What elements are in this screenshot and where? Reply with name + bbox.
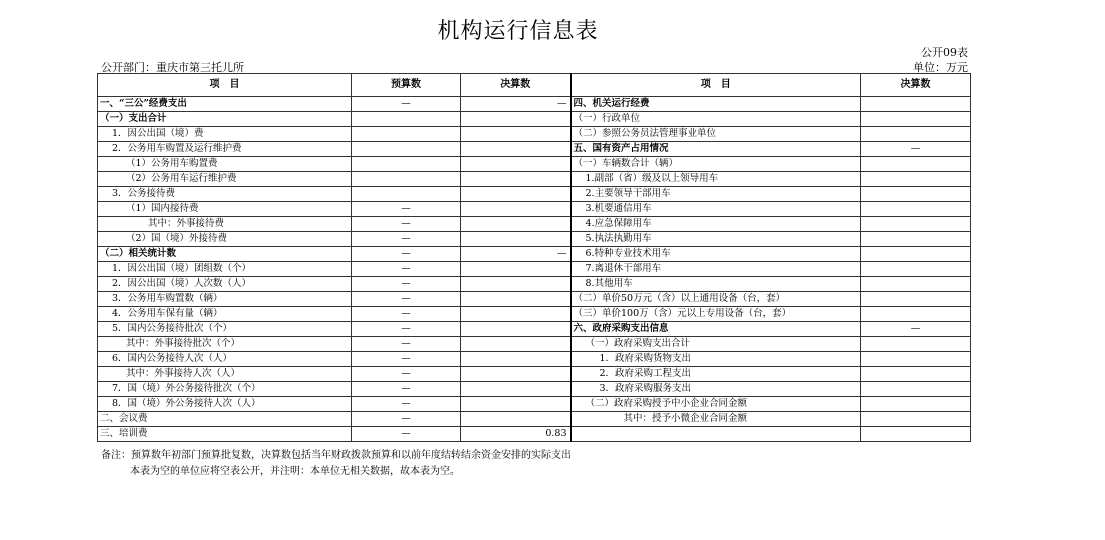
info-table [97,73,971,442]
row-right-item: （一）行政单位 [571,112,861,127]
table-row [98,322,971,337]
row-right-final [861,202,971,217]
row-right-final [861,277,971,292]
table-row [98,172,971,187]
row-left-item: （2）公务用车运行维护费 [98,172,352,187]
row-left-item: 1．因公出国（境）费 [98,127,352,142]
header-final-right: 决算数 [861,74,971,97]
row-right-item: （一）政府采购支出合计 [571,337,861,352]
row-right-item: （三）单价100万（含）元以上专用设备（台，套） [571,307,861,322]
row-final [461,382,571,397]
table-row [98,127,971,142]
row-right-item: 2．政府采购工程支出 [571,367,861,382]
table-row [98,112,971,127]
row-right-item: 8.其他用车 [571,277,861,292]
row-final [461,277,571,292]
row-final [461,307,571,322]
row-budget: — [352,307,461,322]
row-budget: — [352,352,461,367]
row-right-item: （二）政府采购授予中小企业合同金额 [571,397,861,412]
table-row [98,217,971,232]
row-final [461,367,571,382]
row-left-item: （1）国内接待费 [98,202,352,217]
row-right-item: （一）车辆数合计（辆） [571,157,861,172]
row-right-final [861,292,971,307]
row-left-item: 三、培训费 [98,427,352,442]
table-header-row [98,74,971,97]
row-right-item: 其中：授予小微企业合同金额 [571,412,861,427]
row-right-final [861,127,971,142]
table-row [98,97,971,112]
row-right-item: 五、国有资产占用情况 [571,142,861,157]
row-left-item: 其中：外事接待批次（个） [98,337,352,352]
row-budget: — [352,322,461,337]
unit-label: 单位：万元 [913,61,968,74]
row-right-item: 1．政府采购货物支出 [571,352,861,367]
row-budget [352,157,461,172]
page-title: 机构运行信息表 [437,19,599,44]
row-right-final [861,367,971,382]
row-budget: — [352,397,461,412]
row-budget: — [352,247,461,262]
row-final [461,412,571,427]
row-right-final [861,157,971,172]
row-left-item: 其中：外事接待人次（人） [98,367,352,382]
table-row [98,382,971,397]
row-right-final [861,247,971,262]
row-final [461,397,571,412]
row-budget: — [352,382,461,397]
row-left-item: 1．因公出国（境）团组数（个） [98,262,352,277]
row-left-item: 3．公务接待费 [98,187,352,202]
row-right-final [861,352,971,367]
table-row [98,157,971,172]
row-right-item: 四、机关运行经费 [571,97,861,112]
row-right-item: （二）参照公务员法管理事业单位 [571,127,861,142]
row-budget: — [352,427,461,442]
row-final [461,202,571,217]
row-right-final: — [861,142,971,157]
row-final [461,337,571,352]
row-left-item: （二）相关统计数 [98,247,352,262]
table-row [98,262,971,277]
row-left-item: 2．因公出国（境）人次数（人） [98,277,352,292]
department-label: 公开部门：重庆市第三托儿所 [101,61,244,74]
row-budget: — [352,412,461,427]
row-right-item: 2.主要领导干部用车 [571,187,861,202]
row-left-item: 8．国（境）外公务接待人次（人） [98,397,352,412]
table-row [98,337,971,352]
header-item: 项 目 [98,74,352,97]
row-right-item: 3.机要通信用车 [571,202,861,217]
row-final [461,322,571,337]
row-left-item: （1）公务用车购置费 [98,157,352,172]
row-budget: — [352,367,461,382]
row-right-final [861,307,971,322]
row-left-item: 6．国内公务接待人次（人） [98,352,352,367]
row-right-item: （二）单价50万元（含）以上通用设备（台，套） [571,292,861,307]
row-budget: — [352,202,461,217]
row-right-final [861,217,971,232]
table-row [98,397,971,412]
row-final [461,172,571,187]
row-budget [352,127,461,142]
header-final: 决算数 [461,74,571,97]
row-final [461,142,571,157]
row-right-item [571,427,861,442]
table-body [98,97,971,442]
row-budget: — [352,277,461,292]
row-budget: — [352,337,461,352]
row-final [461,157,571,172]
row-right-item: 4.应急保障用车 [571,217,861,232]
row-budget [352,112,461,127]
row-left-item: （一）支出合计 [98,112,352,127]
table-row [98,247,971,262]
row-right-item: 5.执法执勤用车 [571,232,861,247]
row-right-final [861,187,971,202]
row-right-final [861,337,971,352]
row-left-item: 一、“三公”经费支出 [98,97,352,112]
row-budget [352,142,461,157]
row-left-item: （2）国（境）外接待费 [98,232,352,247]
row-left-item: 其中：外事接待费 [98,217,352,232]
footnote-2: 本表为空的单位应将空表公开，并注明：本单位无相关数据，故本表为空。 [130,466,460,477]
row-budget: — [352,217,461,232]
table-row [98,412,971,427]
row-final: — [461,247,571,262]
row-budget: — [352,97,461,112]
row-right-final [861,262,971,277]
table-row [98,187,971,202]
row-budget: — [352,232,461,247]
row-right-final [861,397,971,412]
table-row [98,202,971,217]
row-left-item: 4．公务用车保有量（辆） [98,307,352,322]
footnote-1: 备注：预算数年初部门预算批复数，决算数包括当年财政拨款预算和以前年度结转结余资金安排的实际支出 [101,450,571,461]
row-right-final [861,232,971,247]
row-final [461,187,571,202]
row-right-final [861,97,971,112]
row-right-final [861,382,971,397]
row-right-final [861,172,971,187]
row-final [461,262,571,277]
row-final [461,217,571,232]
table-row [98,307,971,322]
table-row [98,427,971,442]
row-budget: — [352,292,461,307]
row-left-item: 3．公务用车购置数（辆） [98,292,352,307]
row-final: 0.83 [461,427,571,442]
table-row [98,367,971,382]
row-budget [352,187,461,202]
row-right-final: — [861,322,971,337]
table-row [98,232,971,247]
table-row [98,142,971,157]
table-row [98,352,971,367]
row-final: — [461,97,571,112]
row-left-item: 二、会议费 [98,412,352,427]
row-left-item: 5．国内公务接待批次（个） [98,322,352,337]
row-final [461,112,571,127]
header-item-right: 项 目 [571,74,861,97]
header-budget: 预算数 [352,74,461,97]
row-right-item: 3．政府采购服务支出 [571,382,861,397]
row-budget: — [352,262,461,277]
row-right-final [861,112,971,127]
table-row [98,277,971,292]
row-budget [352,172,461,187]
row-right-final [861,427,971,442]
row-final [461,232,571,247]
row-right-item: 六、政府采购支出信息 [571,322,861,337]
row-right-final [861,412,971,427]
row-final [461,352,571,367]
row-right-item: 6.特种专业技术用车 [571,247,861,262]
row-left-item: 2．公务用车购置及运行维护费 [98,142,352,157]
row-right-item: 7.离退休干部用车 [571,262,861,277]
row-final [461,127,571,142]
row-right-item: 1.副部（省）级及以上领导用车 [571,172,861,187]
row-left-item: 7．国（境）外公务接待批次（个） [98,382,352,397]
form-number: 公开09表 [921,46,968,59]
table-row [98,292,971,307]
row-final [461,292,571,307]
